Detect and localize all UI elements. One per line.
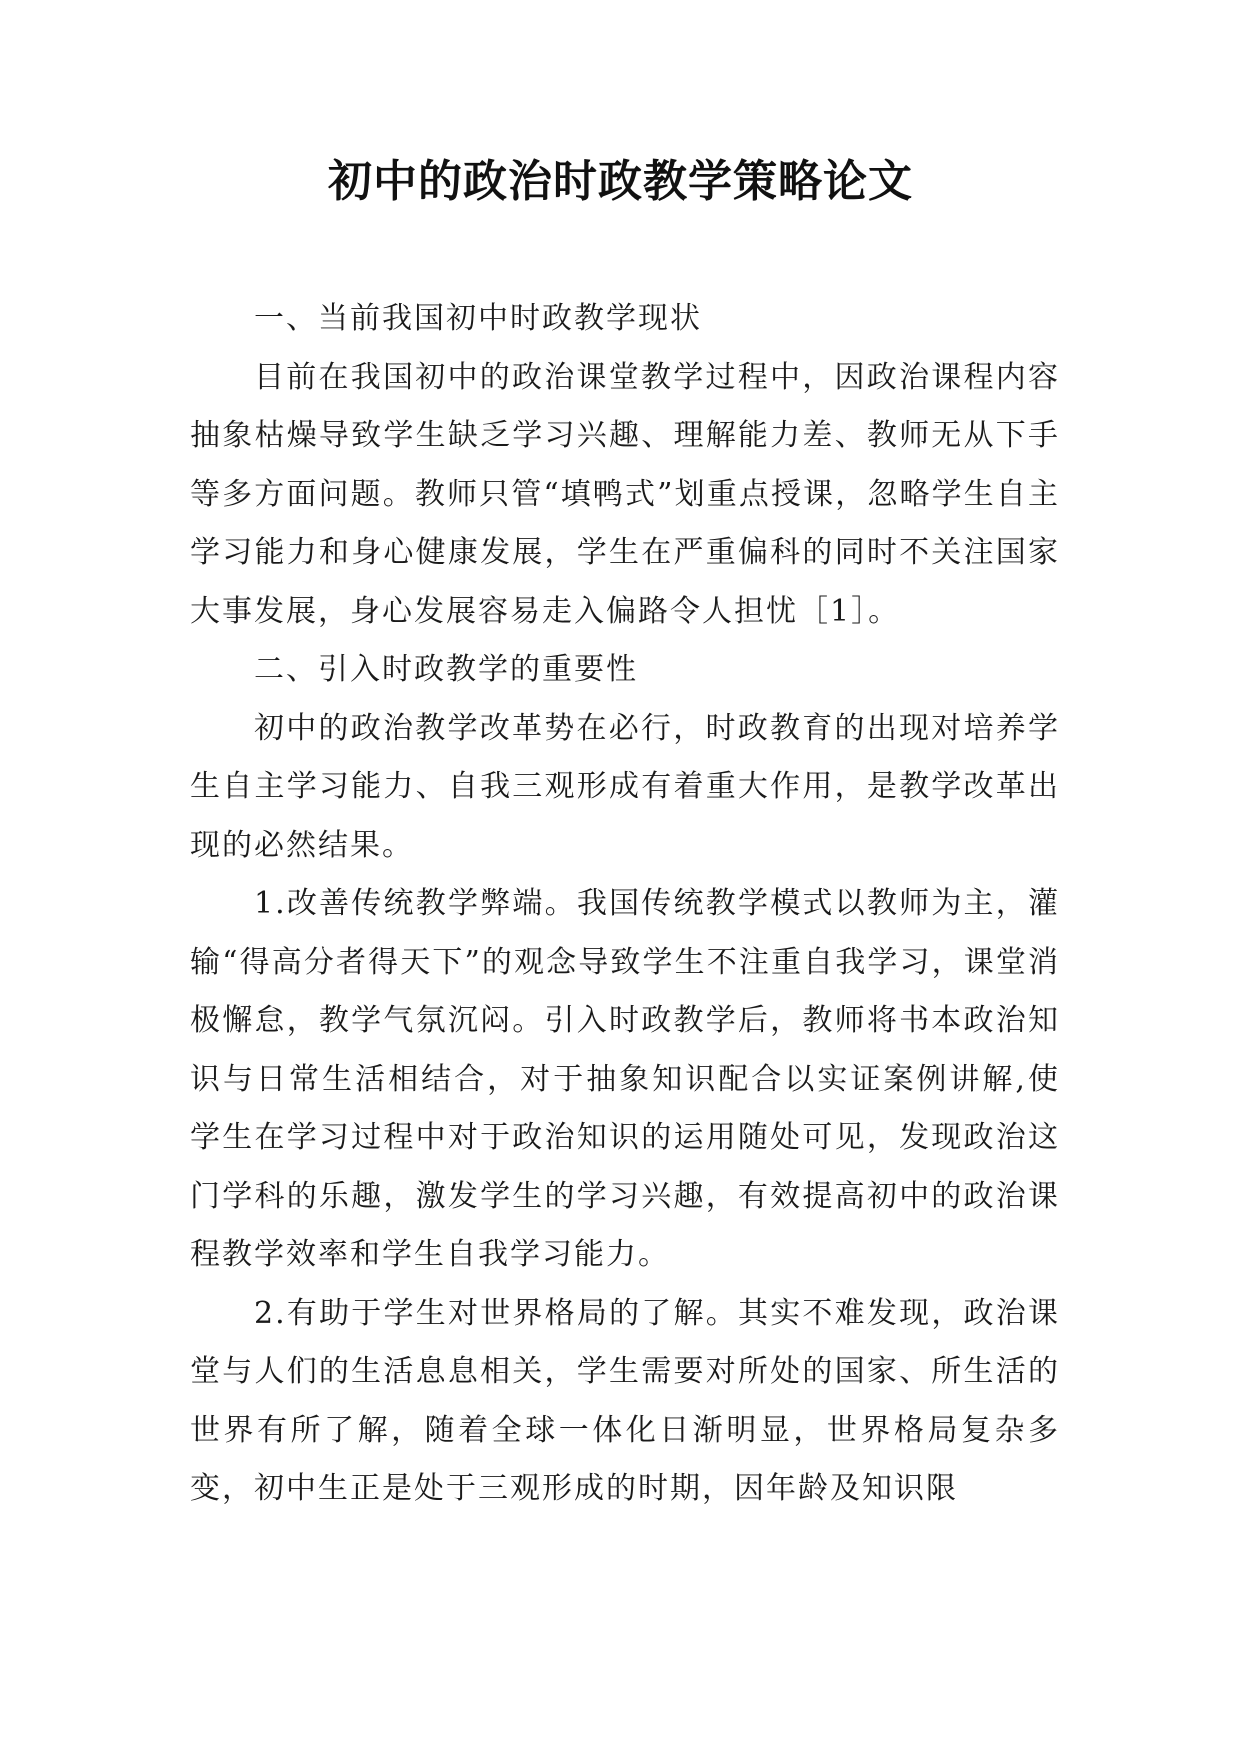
section-heading-2: 二、引入时政教学的重要性 (254, 652, 638, 687)
paragraph: 2.有助于学生对世界格局的了解。其实不难发现，政治课堂与人们的生活息息相关，学生需要对所处的国家、所生活的世界有所了解，随着全球一体化日渐明显，世界格局复杂多变，初中生正是处于三观形成的时期，因年龄及知识限 (190, 1295, 1060, 1506)
paragraph: 1.改善传统教学弊端。我国传统教学模式以教师为主，灌输“得高分者得天下”的观念导致学生不注重自我学习，课堂消极懈怠，教学气氛沉闷。引入时政教学后，教师将书本政治知识与日常生活相结合，对于抽象知识配合以实证案例讲解,使学生在学习过程中对于政治知识的运用随处可见，发现政治这门学科的乐趣，激发学生的学习兴趣，有效提高初中的政治课程教学效率和学生自我学习能力。 (190, 886, 1060, 1272)
section-heading-1: 一、当前我国初中时政教学现状 (254, 301, 702, 336)
paragraph: 初中的政治教学改革势在必行，时政教育的出现对培养学生自主学习能力、自我三观形成有着重大作用，是教学改革出现的必然结果。 (190, 710, 1060, 863)
document-body (190, 290, 1060, 1519)
document-title: 初中的政治时政教学策略论文 (328, 156, 913, 207)
paragraph: 目前在我国初中的政治课堂教学过程中，因政治课程内容抽象枯燥导致学生缺乏学习兴趣、理解能力差、教师无从下手等多方面问题。教师只管“填鸭式”划重点授课，忽略学生自主学习能力和身心健康发展，学生在严重偏科的同时不关注国家大事发展，身心发展容易走入偏路令人担忧［1］。 (190, 359, 1060, 629)
